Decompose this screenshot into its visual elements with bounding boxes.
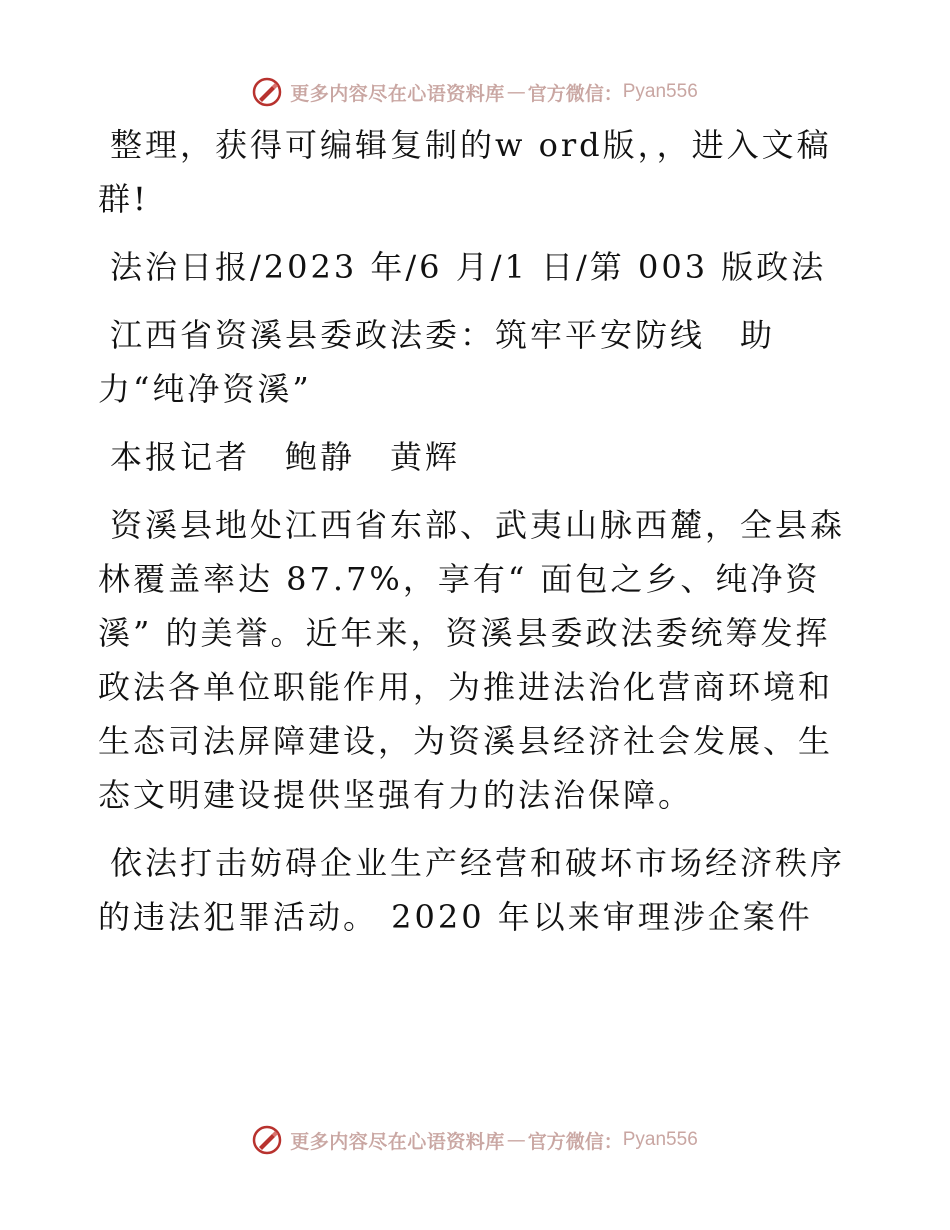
intro-paragraph: 整理，获得可编辑复制的w ord版，，进入文稿群! (98, 126, 832, 218)
banner-wechat-label: 官方微信： (527, 82, 623, 105)
banner-separator: — (506, 81, 526, 103)
banner-wechat-label: 官方微信： (527, 1130, 623, 1153)
header-banner (0, 72, 950, 112)
pen-logo-icon (252, 1125, 282, 1155)
banner-brand: 更多内容尽在心语资料库 (290, 82, 505, 105)
body-paragraph: 资溪县地处江西省东部、武夷山脉西麓，全县森林覆盖率达 87.7%，享有“ 面包之乡、纯净资溪” 的美誉。近年来，资溪县委政法委统筹发挥政法各单位职能作用，为推进法治化营商环境和生态司法屏障建设，为资溪县经济社会发展、生态文明建设提供坚强有力的法治保障。 (98, 506, 846, 814)
banner-brand: 更多内容尽在心语资料库 (290, 1130, 505, 1153)
banner-separator: — (506, 1129, 526, 1151)
source-line: 法治日报/2023 年/6 月/1 日/第 003 版政法 (110, 248, 827, 286)
body-paragraph: 依法打击妨碍企业生产经营和破坏市场经济秩序的违法犯罪活动。 2020 年以来审理涉企案件 (98, 844, 846, 936)
pen-logo-icon (252, 77, 282, 107)
footer-banner (0, 1120, 950, 1160)
byline: 本报记者 鲍静 黄辉 (110, 438, 461, 476)
document-body (98, 118, 858, 958)
article-title: 江西省资溪县委政法委：筑牢平安防线 助力“纯净资溪” (98, 316, 776, 408)
banner-handle: Pyan556 (622, 81, 698, 102)
banner-handle: Pyan556 (622, 1129, 698, 1150)
